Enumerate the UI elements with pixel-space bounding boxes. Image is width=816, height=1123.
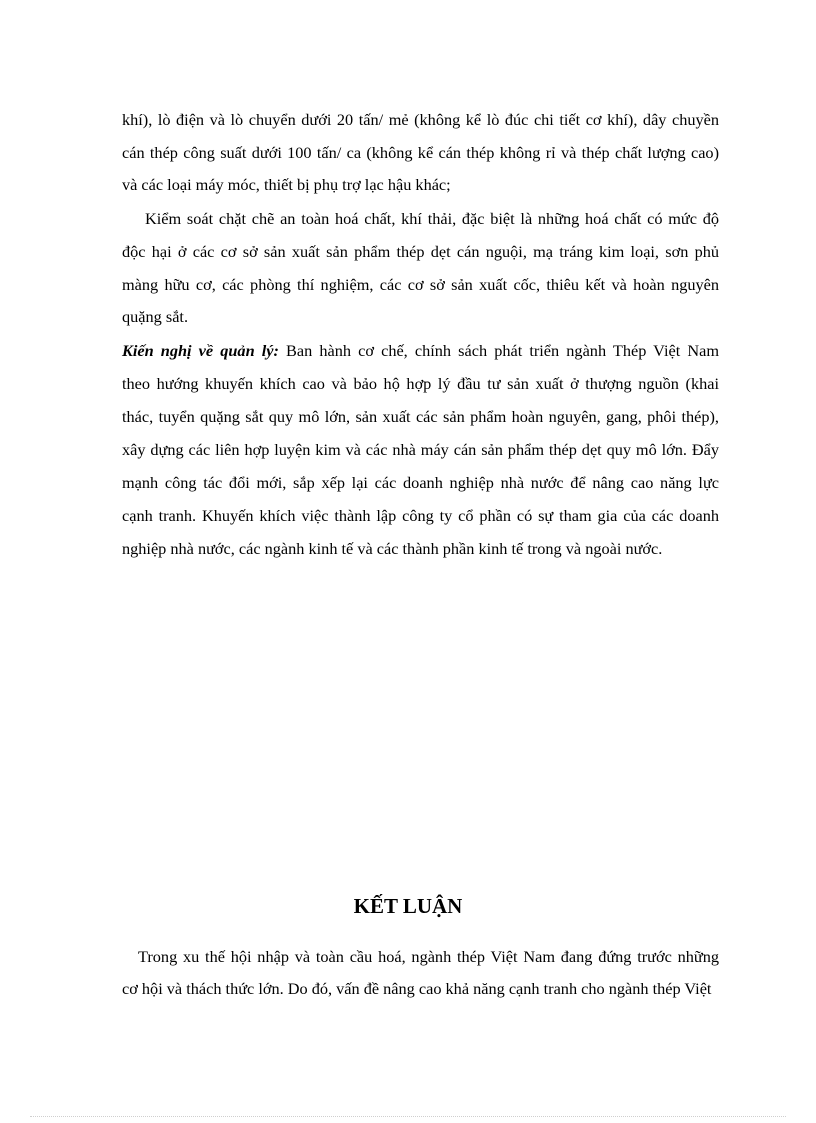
conclusion-line-1: Trong xu thế hội nhập và toàn cầu hoá, ngành thép Việt Nam đang đứng trước những — [138, 947, 719, 966]
paragraph-3-line-3: thác, tuyển quặng sắt quy mô lớn, sản xuất các sản phẩm hoàn nguyên, gang, phôi thép), — [122, 407, 719, 426]
paragraph-2-line-4: quặng sắt. — [122, 307, 189, 326]
paragraph-3-line-1 — [122, 341, 719, 361]
recommendation-lead: Kiến nghị về quản lý: — [122, 341, 279, 360]
page-bottom-rule — [30, 1116, 786, 1117]
paragraph-1-line-1: khí), lò điện và lò chuyển dưới 20 tấn/ mẻ (không kể lò đúc chi tiết cơ khí), dây chuyền — [122, 110, 719, 129]
paragraph-2-line-2: độc hại ở các cơ sở sản xuất sản phẩm thép dẹt cán nguội, mạ tráng kim loại, sơn phủ — [122, 242, 719, 261]
paragraph-3-line-4: xây dựng các liên hợp luyện kim và các nhà máy cán sản phẩm thép dẹt quy mô lớn. Đẩy — [122, 440, 719, 459]
conclusion-line-2: cơ hội và thách thức lớn. Do đó, vấn đề nâng cao khả năng cạnh tranh cho ngành thép Việt — [122, 979, 712, 998]
paragraph-2-line-3: màng hữu cơ, các phòng thí nghiệm, các cơ sở sản xuất cốc, thiêu kết và hoàn nguyên — [122, 275, 719, 294]
paragraph-1-line-2: cán thép công suất dưới 100 tấn/ ca (không kể cán thép không rỉ và thép chất lượng cao) — [122, 143, 719, 162]
paragraph-3-line-7: nghiệp nhà nước, các ngành kinh tế và các thành phần kinh tế trong và ngoài nước. — [122, 539, 663, 558]
conclusion-heading: KẾT LUẬN — [353, 894, 463, 918]
recommendation-text: Ban hành cơ chế, chính sách phát triển ngành Thép Việt Nam — [278, 341, 719, 360]
paragraph-2-line-1: Kiểm soát chặt chẽ an toàn hoá chất, khí thải, đặc biệt là những hoá chất có mức độ — [145, 209, 719, 228]
paragraph-3-line-2: theo hướng khuyến khích cao và bảo hộ hợp lý đầu tư sản xuất ở thượng nguồn (khai — [122, 374, 719, 393]
paragraph-3-line-5: mạnh công tác đổi mới, sắp xếp lại các doanh nghiệp nhà nước để nâng cao năng lực — [122, 473, 719, 492]
paragraph-1-line-3: và các loại máy móc, thiết bị phụ trợ lạc hậu khác; — [122, 175, 451, 194]
paragraph-3-line-6: cạnh tranh. Khuyến khích việc thành lập công ty cổ phần có sự tham gia của các doanh — [122, 506, 719, 525]
